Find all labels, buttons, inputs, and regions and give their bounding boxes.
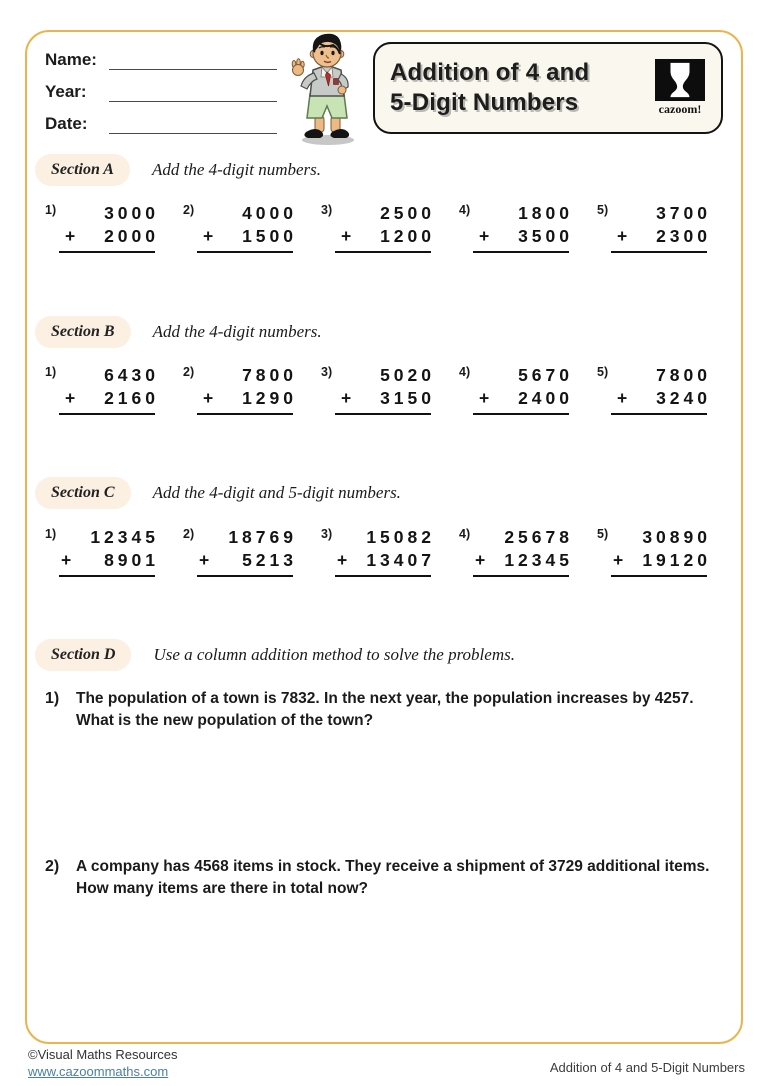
plus-sign: + [203,226,214,246]
answer-line [197,413,293,415]
answer-line [335,413,431,415]
addition-problem [597,526,711,577]
word-problem-1 [45,688,725,732]
addend-bottom: + 2300 [617,226,711,246]
answer-line [611,413,707,415]
addition-problem [45,202,159,253]
answer-line [473,251,569,253]
addend-top: 5670 [518,365,573,385]
cazoom-logo [651,59,709,117]
addend-top: 18769 [228,527,297,547]
plus-sign: + [61,550,72,570]
section-d-instruction: Use a column addition method to solve the problems. [153,645,515,664]
addend-bottom: + 5213 [199,550,297,570]
date-write-line [109,114,277,134]
problem-number: 4) [459,365,471,379]
problem-number: 2) [183,203,195,217]
copyright-text: ©Visual Maths Resources [28,1047,178,1062]
answer-line [335,251,431,253]
title-line-1: Addition of 4 and [390,59,590,86]
addition-problem [183,526,297,577]
answer-line [59,251,155,253]
section-a-header [35,154,321,186]
cazoom-logo-text: cazoom! [658,102,702,116]
section-a-label: Section A [35,154,130,186]
addend-bottom: + 3500 [479,226,573,246]
addition-problem [183,364,297,415]
problem-number: 1) [45,690,60,707]
website-link[interactable]: www.cazoommaths.com [28,1064,169,1079]
addend-top: 7800 [242,365,297,385]
problem-number: 4) [459,203,471,217]
addend-top: 25678 [504,527,573,547]
plus-sign: + [65,226,76,246]
section-d-label: Section D [35,639,131,671]
addend-top: 1800 [518,203,573,223]
waving-student-boy-illustration [286,26,362,148]
addition-problem [597,202,711,253]
cazoom-logo-mark [655,59,705,101]
addition-problem [459,202,573,253]
addend-top: 3000 [104,203,159,223]
problem-number: 1) [45,365,57,379]
answer-line [473,413,569,415]
answer-line [611,575,707,577]
section-d-header [35,639,515,671]
addend-top: 6430 [104,365,159,385]
addition-problem [321,202,435,253]
addition-problem [45,526,159,577]
addend-bottom: + 2160 [65,388,159,408]
problem-number: 5) [597,365,609,379]
section-b-header [35,316,322,348]
addend-top: 15082 [366,527,435,547]
problem-number: 5) [597,203,609,217]
addend-top: 2500 [380,203,435,223]
plus-sign: + [199,550,210,570]
answer-line [611,251,707,253]
plus-sign: + [341,226,352,246]
addition-problem [597,364,711,415]
addition-problem [459,364,573,415]
section-c-instruction: Add the 4-digit and 5-digit numbers. [152,483,401,502]
problem-number: 2) [45,858,60,875]
problem-number: 2) [183,527,195,541]
problem-number: 1) [45,203,57,217]
addend-top: 5020 [380,365,435,385]
addend-bottom: + 2400 [479,388,573,408]
answer-line [335,575,431,577]
answer-line [59,413,155,415]
worksheet-title-box [373,42,723,134]
plus-sign: + [617,388,628,408]
plus-sign: + [65,388,76,408]
problem-number: 3) [321,203,333,217]
problem-number: 2) [183,365,195,379]
date-field [45,108,277,134]
footer-doc-title: Addition of 4 and 5-Digit Numbers [549,1060,745,1075]
cazoom-hourglass-icon [666,61,694,99]
addend-bottom: + 3240 [617,388,711,408]
section-b-instruction: Add the 4-digit numbers. [152,322,322,341]
section-c-label: Section C [35,477,131,509]
word-problem-2 [45,856,725,900]
worksheet-title [375,58,651,118]
title-line-2: 5-Digit Numbers [390,89,579,116]
name-label: Name: [45,50,97,69]
section-a-instruction: Add the 4-digit numbers. [151,160,322,179]
plus-sign: + [613,550,624,570]
section-b-label: Section B [35,316,131,348]
section-b-problems [45,364,735,415]
addend-bottom: + 2000 [65,226,159,246]
section-c-header [35,477,401,509]
plus-sign: + [203,388,214,408]
name-field [45,44,277,70]
name-write-line [109,50,277,70]
addition-problem [321,364,435,415]
answer-line [197,251,293,253]
answer-line [197,575,293,577]
year-label: Year: [45,82,87,101]
year-field [45,76,277,102]
addition-problem [183,202,297,253]
addition-problem [45,364,159,415]
answer-line [59,575,155,577]
addend-top: 30890 [642,527,711,547]
addend-top: 7800 [656,365,711,385]
addend-bottom: + 13407 [337,550,435,570]
addend-top: 3700 [656,203,711,223]
plus-sign: + [341,388,352,408]
section-a-problems [45,202,735,253]
answer-line [473,575,569,577]
addend-bottom: + 1500 [203,226,297,246]
plus-sign: + [479,388,490,408]
problem-number: 3) [321,365,333,379]
plus-sign: + [479,226,490,246]
addend-bottom: + 1200 [341,226,435,246]
addend-bottom: + 8901 [61,550,159,570]
word-problem-text: The population of a town is 7832. In the next year, the population increases by 4257. What is the new population of the town? [76,690,694,729]
addition-problem [459,526,573,577]
addend-bottom: + 3150 [341,388,435,408]
problem-number: 3) [321,527,333,541]
problem-number: 4) [459,527,471,541]
problem-number: 1) [45,527,57,541]
plus-sign: + [337,550,348,570]
problem-number: 5) [597,527,609,541]
word-problem-text: A company has 4568 items in stock. They receive a shipment of 3729 additional items. How many items are there in total now? [76,858,710,897]
section-c-problems [45,526,735,577]
plus-sign: + [617,226,628,246]
student-info-fields [45,44,277,140]
plus-sign: + [475,550,486,570]
addend-bottom: + 19120 [613,550,711,570]
year-write-line [109,82,277,102]
addend-bottom: + 12345 [475,550,573,570]
footer-credits [28,1046,178,1080]
addend-bottom: + 1290 [203,388,297,408]
addend-top: 12345 [90,527,159,547]
date-label: Date: [45,114,88,133]
addition-problem [321,526,435,577]
addend-top: 4000 [242,203,297,223]
